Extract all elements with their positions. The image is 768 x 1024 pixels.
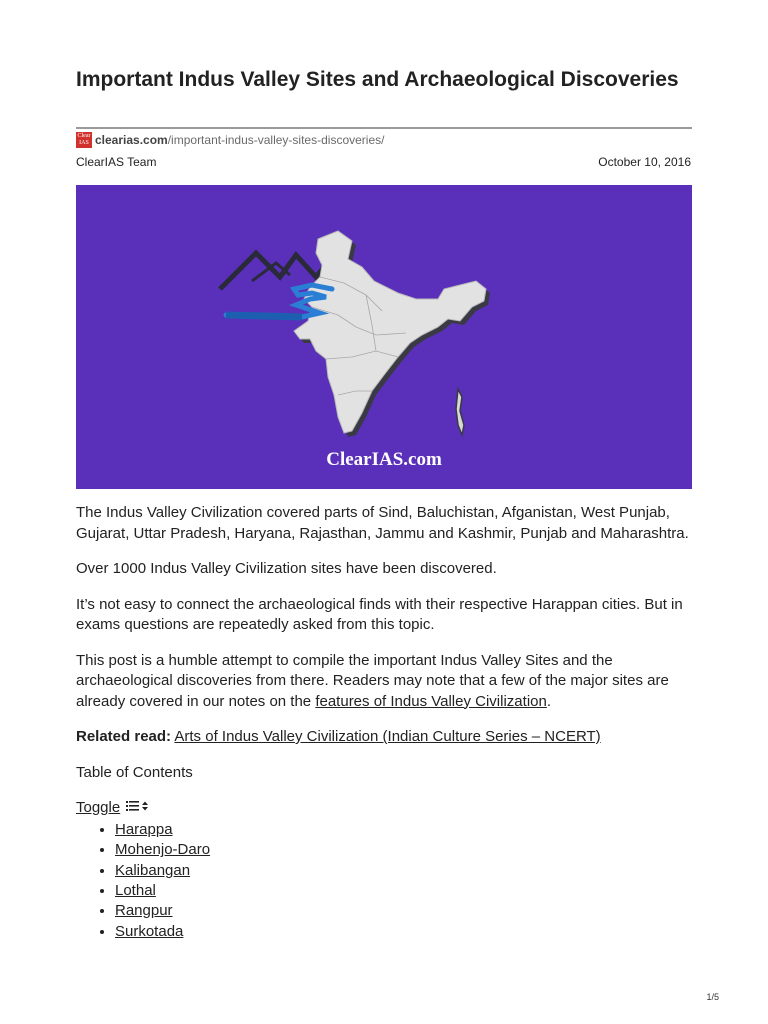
toc-item [115,861,692,881]
toc-item [115,901,692,921]
india-map-illustration [76,185,692,489]
source-path[interactable]: /important-indus-valley-sites-discoveries/ [167,133,385,147]
related-label: Related read: [76,728,172,745]
source-domain[interactable]: clearias.com [95,133,168,147]
toc-title: Table of Contents [76,763,193,781]
favicon-text-bottom: IAS [79,140,89,146]
publish-date: October 10, 2016 [598,155,691,169]
andaman-islands [456,389,464,435]
toc-link-harappa[interactable]: Harappa [115,820,173,838]
page-number: 1/5 [706,992,719,1002]
toc-link-lothal[interactable]: Lothal [115,881,156,899]
toc-link-rangpur[interactable]: Rangpur [115,902,173,920]
list-icon[interactable] [126,798,148,819]
page-title: Important Indus Valley Sites and Archaeological Discoveries [76,68,679,91]
toc-link-kalibangan[interactable]: Kalibangan [115,861,191,879]
toc-link-surkotada[interactable]: Surkotada [115,922,184,940]
toc-toggle-row [76,798,692,819]
hero-brand-text: ClearIAS.com [326,449,442,470]
hero-image [76,185,692,489]
toc-item [115,820,692,840]
toc-link-mohenjo-daro[interactable]: Mohenjo-Daro [115,841,211,859]
purpose-paragraph [76,651,692,713]
author: ClearIAS Team [76,155,157,169]
favicon-text-top: Clear [77,133,91,139]
article-body [76,503,692,942]
source-line [76,132,384,148]
sites-count-paragraph: Over 1000 Indus Valley Civilization sites have been discovered. [76,560,497,577]
features-link[interactable]: features of Indus Valley Civilization [315,692,547,710]
purpose-end: . [546,692,552,710]
toc-item [115,922,692,942]
toc-item [115,840,692,860]
related-read [76,727,692,748]
toc-toggle-link[interactable]: Toggle [76,799,121,817]
intro-paragraph: The Indus Valley Civilization covered parts of Sind, Baluchistan, Afganistan, West Punjab, Gujarat, Uttar Pradesh, Haryana, Rajasthan, Jammu and Kashmir, Punjab and Maharashtra. [76,504,689,542]
exam-paragraph: It’s not easy to connect the archaeological finds with their respective Harappan cities. But in exams questions are repeatedly asked from this topic. [76,595,683,633]
toc-item [115,881,692,901]
clearias-favicon-icon [76,132,92,148]
title-divider [76,127,692,129]
related-link[interactable]: Arts of Indus Valley Civilization (Indian Culture Series – NCERT) [174,728,601,745]
toc-list [76,820,692,942]
purpose-text: This post is a humble attempt to compile the important Indus Valley Sites and the archaeological discoveries from there. Readers may note that a few of the major sites are already covered in our notes on the [76,651,669,710]
